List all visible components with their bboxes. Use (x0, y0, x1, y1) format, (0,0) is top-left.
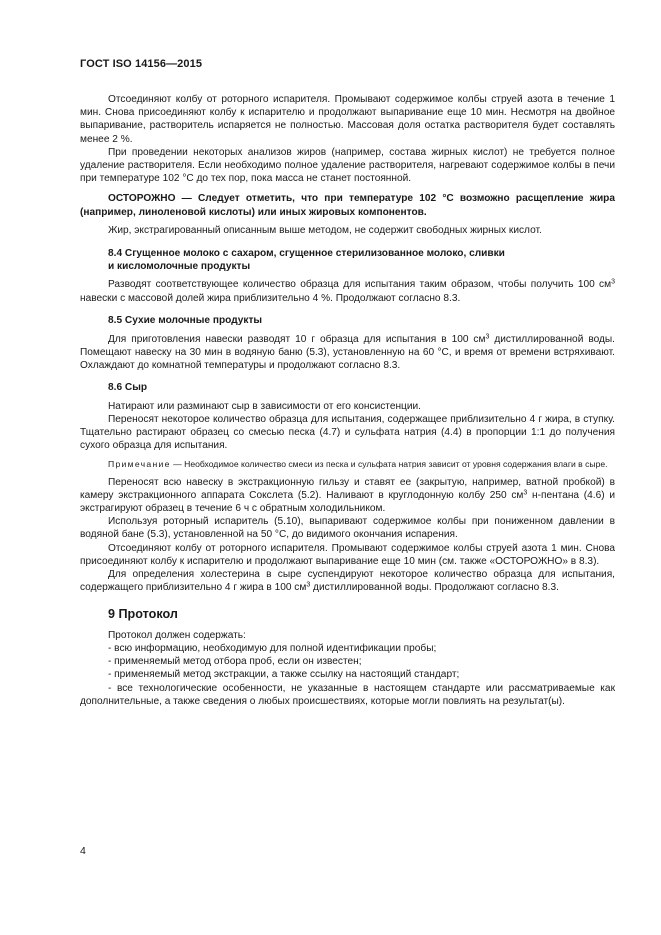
note-text: — Необходимое количество смеси из песка и сульфата натрия зависит от уровня содержания влаги в сыре. (170, 458, 608, 469)
section-8-4-paragraph: Разводят соответствующее количество образца для испытания таким образом, чтобы получить 100 $см^3$ навески с массовой долей жира приблизительно 4 %. Продолжают согласно 8.3. (80, 278, 615, 304)
section-9-title: 9 Протокол (108, 606, 178, 621)
document-header: ГОСТ ISO 14156—2015 (80, 58, 203, 70)
list-item: - все технологические особенности, не указанные в настоящем стандарте или рассматриваемые как дополнительные, а также сведения о любых происшествиях, которые могли повлиять на результат(ы). (80, 682, 615, 707)
list-item: - применяемый метод экстракции, а также ссылку на настоящий стандарт; (108, 669, 460, 681)
section-8-4-title (80, 247, 615, 273)
list-item: - всю информацию, необходимую для полной идентификации пробы; (108, 642, 437, 654)
section-8-4-title-line1: 8.4 Сгущенное молоко с сахаром, сгущенное стерилизованное молоко, сливки (108, 247, 505, 259)
paragraph-solvent-removal: При проведении некоторых анализов жиров (например, состава жирных кислот) не требуется полное удаление растворителя. Если необходимо полное удаление растворителя, нагревают содержимое колбы в печи при температуре 102 °С до тех пор, пока масса не станет постоянной. (80, 146, 615, 185)
list-item: - применяемый метод отбора проб, если он известен; (108, 656, 362, 668)
note-paragraph (80, 458, 615, 471)
section-8-6-paragraph-2: Переносят некоторое количество образца для испытания, содержащее приблизительно 4 г жира, в ступку. Тщательно растирают образец со смесью песка (4.7) и сульфата натрия (4.4) в пропорции 1:1 до получения сухого образца для испытания. (80, 414, 615, 452)
section-8-5-paragraph: Для приготовления навески разводят 10 г образца для испытания в 100 $см^3$ дистиллированной воды. Помещают навеску на 30 мин в водяную баню (5.3), установленную на 60 °С, и время от времени встряхивают. Охлаждают до комнатной температуры и продолжают согласно 8.3. (80, 333, 615, 371)
section-8-4-title-line2: и кисломолочные продукты (108, 260, 251, 272)
section-8-6-paragraph-5: Отсоединяют колбу от роторного испарителя. Промывают содержимое колбы струей азота 1 мин. Снова присоединяют колбу к испарителю и продолжают выпаривание еще 10 мин (см. также «ОСТОРОЖНО» в 8.3). (80, 542, 615, 567)
section-9-intro: Протокол должен содержать: (108, 629, 246, 641)
section-8-6-paragraph-6: Для определения холестерина в сыре суспендируют некоторое количество образца для испытания, содержащего приблизительно 4 г жира в 100 $см^3$ дистиллированной воды. Продолжают согласно 8.3. (80, 569, 615, 594)
page-number: 4 (80, 845, 86, 857)
section-8-5-title: 8.5 Сухие молочные продукты (108, 314, 263, 326)
paragraph-evaporation: Отсоединяют колбу от роторного испарителя. Промывают содержимое колбы струей азота в течение 1 мин. Снова присоединяют колбу к испарителю и продолжают выпаривание еще 10 мин. Несмотря на двойное выпаривание, растворитель испаряется не полностью. Массовая доля остатка растворителя будет составлять менее 2 %. (80, 94, 615, 145)
section-8-6-paragraph-4: Используя роторный испаритель (5.10), выпаривают содержимое колбы при пониженном давлении в водяной бане (5.3), установленной на 50 °С, до видимого окончания испарения. (80, 516, 615, 541)
section-8-6-paragraph-1: Натирают или разминают сыр в зависимости от его консистенции. (108, 400, 421, 412)
section-8-6-title: 8.6 Сыр (108, 382, 148, 394)
document-body (80, 93, 615, 708)
section-8-6-paragraph-3: Переносят всю навеску в экстракционную гильзу и ставят ее (закрытую, например, ватной пробкой) в камеру экстракционного аппарата Сокслета (5.2). Наливают в круглодонную колбу 250 $см^3$ н-пентана (4.6) и экстрагируют образец в течение 6 ч с обратным холодильником. (80, 476, 615, 515)
note-label: Примечание (108, 458, 171, 469)
warning-paragraph: ОСТОРОЖНО — Следует отметить, что при температуре 102 °С возможно расщепление жира (например, линоленовой кислоты) или иных жировых компонентов. (80, 193, 615, 218)
paragraph-free-fatty-acids: Жир, экстрагированный описанным выше методом, не содержит свободных жирных кислот. (108, 225, 542, 237)
